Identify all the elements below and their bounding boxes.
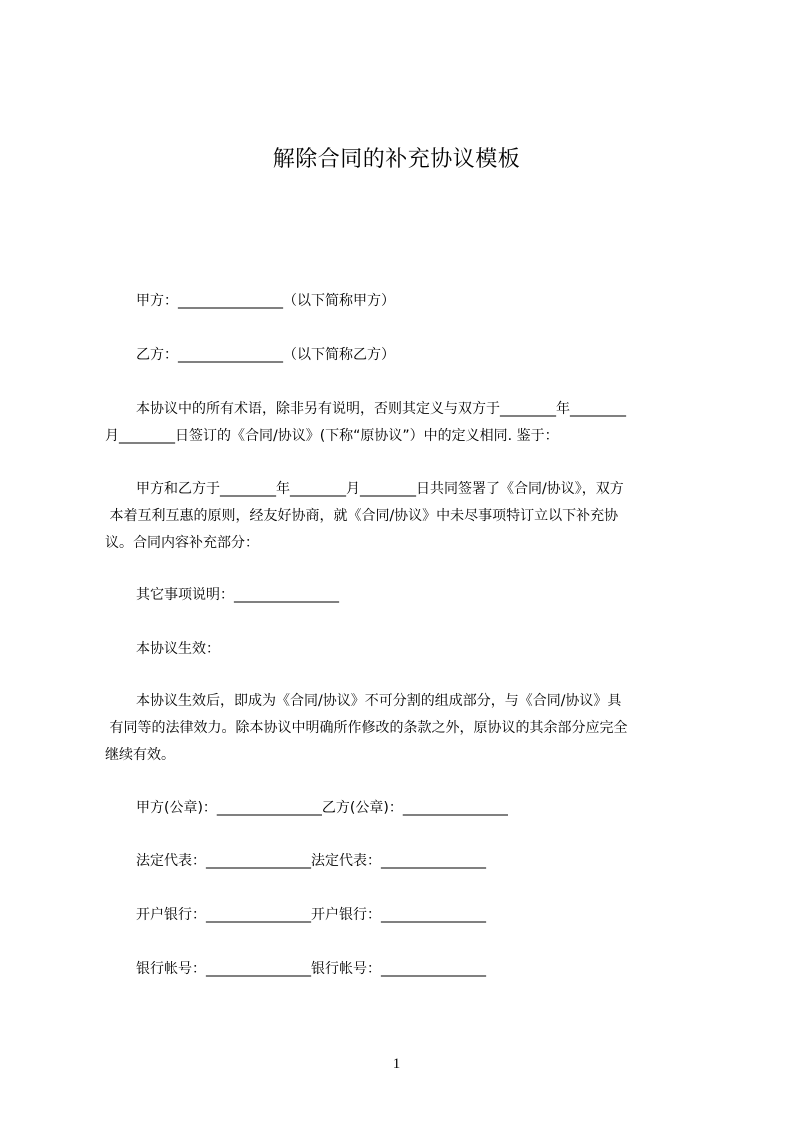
para1-line1: 本协议中的所有术语，除非另有说明，否则其定义与双方于________年________ xyxy=(136,401,626,417)
effect-heading: 本协议生效： xyxy=(136,641,220,657)
para3-line2: 有同等的法律效力。除本协议中明确所作修改的条款之外，原协议的其余部分应完全 xyxy=(105,720,628,736)
account-line: 银行帐号：_______________银行帐号：_______________ xyxy=(136,961,486,977)
para2-line2: 本着互利互惠的原则，经友好协商，就《合同/协议》中未尽事项特订立以下补充协 xyxy=(105,508,619,524)
party-b-line: 乙方：_______________（以下简称乙方） xyxy=(136,347,395,363)
other-matters-line: 其它事项说明：_______________ xyxy=(136,587,339,603)
document-title: 解除合同的补充协议模板 xyxy=(272,147,521,172)
para1-line2: 月________日签订的《合同/协议》(下称“原协议”）中的定义相同. 鉴于： xyxy=(105,428,559,444)
bank-line: 开户银行：_______________开户银行：_______________ xyxy=(136,907,486,923)
legal-rep-line: 法定代表：_______________法定代表：_______________ xyxy=(136,853,486,869)
party-a-line: 甲方：_______________（以下简称甲方） xyxy=(136,293,395,309)
para2-line3: 议。合同内容补充部分： xyxy=(105,535,259,551)
seal-line: 甲方(公章)：_______________乙方(公章)：_______________ xyxy=(136,800,508,816)
para3-line1: 本协议生效后，即成为《合同/协议》不可分割的组成部分，与《合同/协议》具 xyxy=(136,693,622,709)
page-number: 1 xyxy=(392,1056,401,1072)
para2-line1: 甲方和乙方于________年________月________日共同签署了《合同/协议》，双方 xyxy=(136,481,624,497)
para3-line3: 继续有效。 xyxy=(105,747,175,763)
